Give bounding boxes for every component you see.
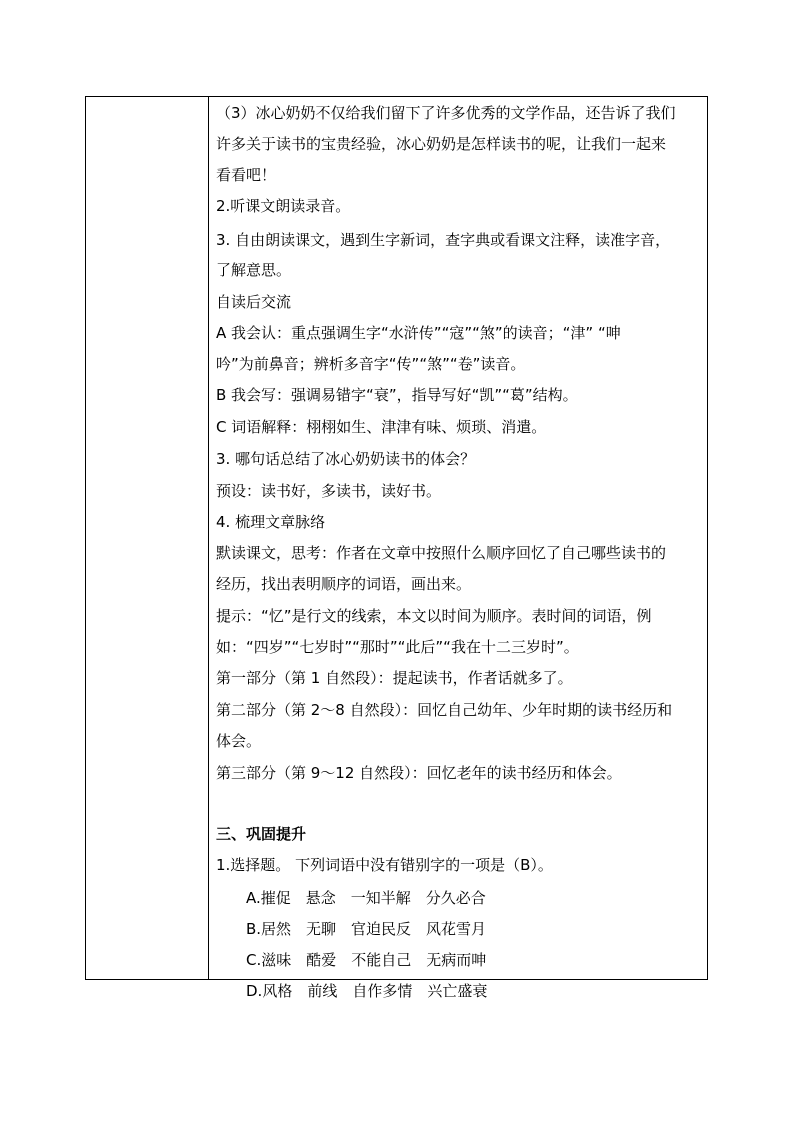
question-text: 1.选择题。 下列词语中没有错别字的一项是（B）。 [216,856,553,874]
text-line: 了解意思。 [216,261,292,279]
text-line: 吟”为前鼻音；辨析多音字“传”“煞”“卷”读音。 [216,355,526,373]
text-line: B 我会写：强调易错字“衰”，指导写好“凯”“葛”结构。 [216,386,578,404]
text-line: 经历，找出表明顺序的词语，画出来。 [216,575,472,593]
lesson-plan-table [85,96,708,1000]
text-line: 3. 自由朗读课文，遇到生字新词，查字典或看课文注释，读准字音， [216,231,671,249]
text-line: 如：“四岁”“七岁时”“那时”“此后”“我在十二三岁时”。 [216,638,579,656]
text-line: 预设：读书好，多读书，读好书。 [216,482,442,500]
section-heading: 三、巩固提升 [216,825,307,843]
text-line: A 我会认：重点强调生字“水浒传”“寇”“煞”的读音；“津” “呻 [216,324,621,342]
text-line: 自读后交流 [216,293,292,311]
text-line: （3）冰心奶奶不仅给我们留下了许多优秀的文学作品，还告诉了我们 [216,104,676,122]
column-divider [208,97,209,979]
text-line: 第三部分（第 9～12 自然段）：回忆老年的读书经历和体会。 [216,764,622,782]
text-line: 2.听课文朗读录音。 [216,197,351,215]
option-a: A.摧促 悬念 一知半解 分久必合 [246,889,486,907]
text-line: 体会。 [216,732,262,750]
text-line: 3. 哪句话总结了冰心奶奶读书的体会？ [216,450,476,468]
text-line: 第一部分（第 1 自然段）：提起读书，作者话就多了。 [216,669,573,687]
text-line: 4. 梳理文章脉络 [216,513,326,531]
text-line: 提示：“忆”是行文的线索，本文以时间为顺序。表时间的词语，例 [216,607,652,625]
option-c: C.滋味 酷爱 不能自己 无病而呻 [246,951,487,969]
text-line: 看看吧！ [216,166,277,184]
text-line: 第二部分（第 2～8 自然段）：回忆自己幼年、少年时期的读书经历和 [216,701,673,719]
option-d: D.风格 前线 自作多情 兴亡盛衰 [246,982,488,1000]
text-line: 许多关于读书的宝贵经验，冰心奶奶是怎样读书的呢，让我们一起来 [216,135,667,153]
option-b: B.居然 无聊 官迫民反 风花雪月 [246,920,487,938]
text-line: 默读课文，思考：作者在文章中按照什么顺序回忆了自己哪些读书的 [216,544,667,562]
text-line: C 词语解释：栩栩如生、津津有味、烦琐、消遣。 [216,418,547,436]
